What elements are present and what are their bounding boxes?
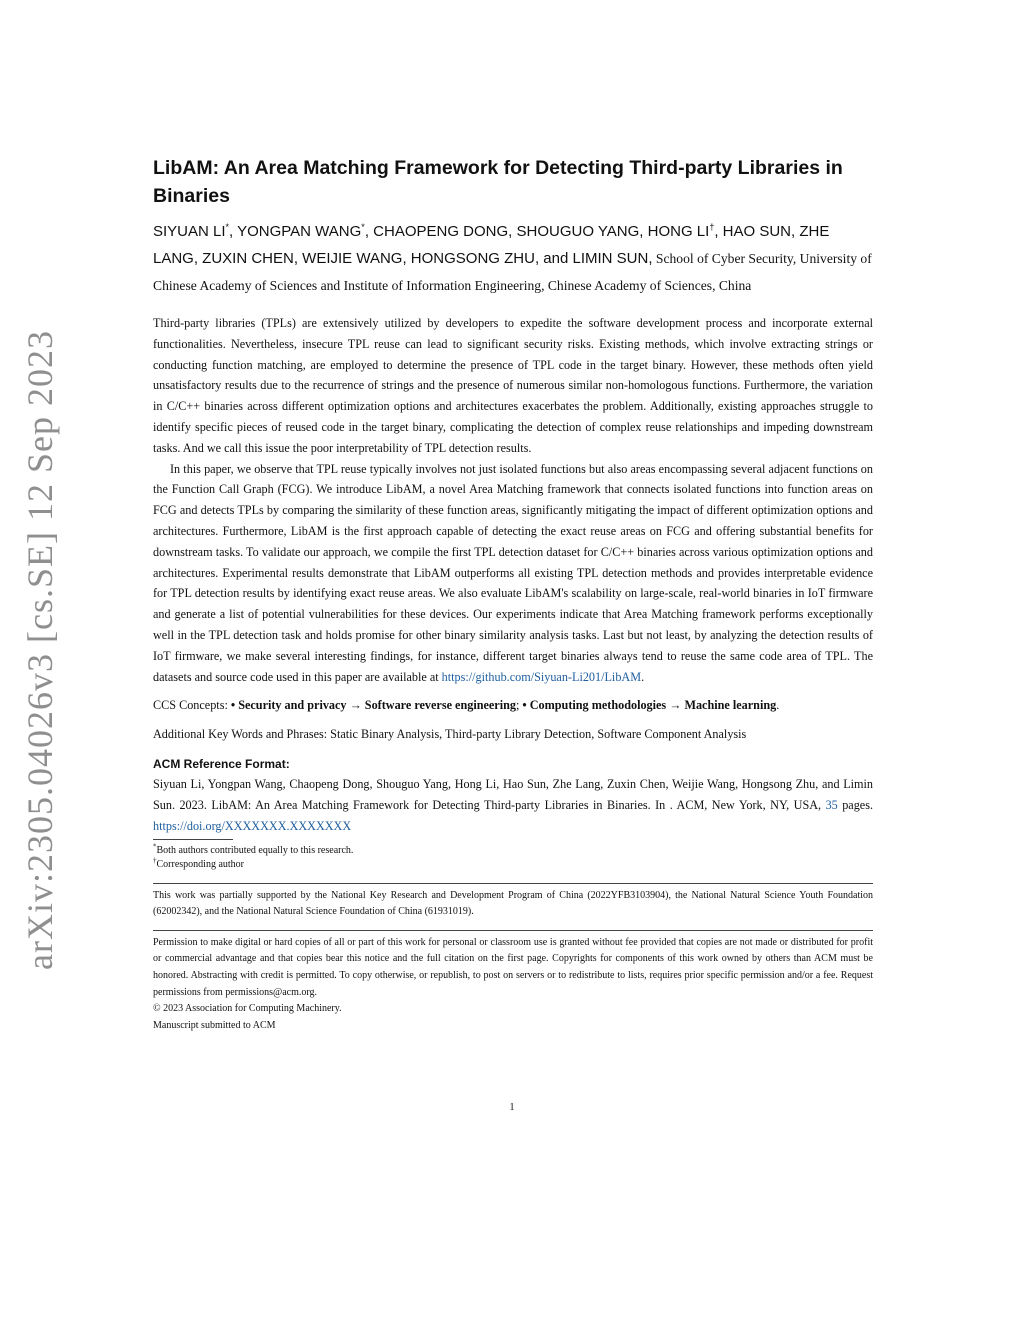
- ccs-end: .: [776, 698, 780, 713]
- footnote-text: Corresponding author: [156, 859, 244, 871]
- footnotes: [153, 844, 873, 873]
- manuscript-line: Manuscript submitted to ACM: [153, 1019, 276, 1031]
- corresponding-author-mark: †: [709, 222, 715, 232]
- abstract-paragraph-2: [153, 459, 873, 688]
- arxiv-identifier-stamp: arXiv:2305.04026v3 [cs.SE] 12 Sep 2023: [20, 330, 60, 970]
- copyright-line: © 2023 Association for Computing Machinery.: [153, 1003, 342, 1015]
- page-count-link[interactable]: 35: [825, 798, 838, 813]
- author-names-rest: , HAO SUN, ZHE LANG, ZUXIN CHEN, WEIJIE WANG, HONGSONG ZHU, and LIMIN SUN,: [153, 223, 830, 267]
- acm-reference-text: [153, 774, 873, 836]
- pages-word: pages.: [837, 798, 874, 813]
- funding-note: This work was partially supported by the National Key Research and Development Program of China (2022YFB3103904), the National Natural Science Youth Foundation (62002342), and the National Natural Science Foundation of China (61931019).: [153, 889, 873, 917]
- abstract-paragraph-2-text: In this paper, we observe that TPL reuse typically involves not just isolated functions but also areas encompassing several adjacent functions on the Function Call Graph (FCG). We introduce LibAM, a novel Area Matching framework that connects isolated functions into function areas on FCG and detects TPLs by comparing the similarity of these function areas, significantly mitigating the impact of different optimization options and architectures. Furthermore, LibAM is the first approach capable of detecting the exact reuse areas on FCG and offering substantial benefits for downstream tasks. To validate our approach, we compile the first TPL detection dataset for C/C++ binaries across various optimization options and architectures. Experimental results demonstrate that LibAM outperforms all existing TPL detection methods and provides interpretable evidence for TPL detection results by identifying exact reuse areas. We also evaluate LibAM's scalability on large-scale, real-world binaries in IoT firmware and generate a list of potential vulnerabilities for these devices. Our experiments indicate that Area Matching framework performs exceptionally well in the TPL detection task and holds promise for other binary similarity analysis tasks. Last but not least, by analyzing the detection results of IoT firmware, we make several interesting findings, for instance, different target binaries always tend to reuse the same code area of TPL. The datasets and source code used in this paper are available at: [153, 461, 873, 684]
- github-repo-link[interactable]: https://github.com/Siyuan-Li201/LibAM: [441, 669, 642, 684]
- abstract-paragraph-1: Third-party libraries (TPLs) are extensively utilized by developers to expedite the software development process and incorporate external functionalities. Nevertheless, insecure TPL reuse can lead to significant security risks. Existing methods, which involve extracting strings or conducting function matching, are employed to determine the presence of TPL code in the target binary. However, these methods often yield unsatisfactory results due to the recurrence of strings and the presence of numerous similar non-homologous functions. Furthermore, the variation in C/C++ binaries across different optimization options and architectures exacerbates the problem. Additionally, existing approaches struggle to identify specific pieces of reused code in the target binary, complicating the detection of complex reuse relationships and impeding downstream tasks. And we call this issue the poor interpretability of TPL detection results.: [153, 316, 873, 455]
- author-name: , YONGPAN WANG: [229, 223, 362, 240]
- footnote-text: Both authors contributed equally to this research.: [156, 844, 354, 856]
- author-list: [153, 218, 873, 299]
- ccs-concept-security: • Security and privacy → Software reverse engineering: [230, 698, 516, 713]
- equal-contribution-mark: *: [225, 222, 230, 232]
- additional-keywords: Additional Key Words and Phrases: Static Binary Analysis, Third-party Library Detection, Software Component Analysis: [153, 727, 747, 742]
- ccs-concepts: [153, 695, 873, 715]
- footnote-corresponding-author: [153, 858, 873, 873]
- page-number: 1: [509, 1101, 515, 1113]
- author-affiliation: School of Cyber Security, University of Chinese Academy of Sciences and Institute of Information Engineering, Chinese Academy of Sciences, China: [153, 251, 872, 293]
- permission-divider: [153, 930, 873, 931]
- paper-first-page: [153, 150, 873, 1034]
- equal-contribution-mark: *: [361, 222, 365, 232]
- footnote-mark: *: [153, 842, 157, 851]
- footnote-mark: †: [153, 856, 157, 865]
- abstract: [153, 313, 873, 687]
- ccs-label: CCS Concepts:: [153, 698, 231, 713]
- author-name: , CHAOPENG DONG, SHOUGUO YANG, HONG LI: [364, 223, 710, 240]
- acm-reference-heading: ACM Reference Format:: [153, 757, 290, 772]
- footnote-divider: [153, 839, 233, 840]
- paper-title: LibAM: An Area Matching Framework for Detecting Third-party Libraries in Binaries: [153, 157, 843, 207]
- doi-link[interactable]: https://doi.org/XXXXXXX.XXXXXXX: [153, 818, 352, 833]
- author-name: SIYUAN LI: [153, 223, 226, 240]
- acm-reference-body: Siyuan Li, Yongpan Wang, Chaopeng Dong, Shouguo Yang, Hong Li, Hao Sun, Zhe Lang, Zuxin Chen, Weijie Wang, Hongsong Zhu, and Limin Sun. 2023. LibAM: An Area Matching Framework for Detecting Third-party Libraries in Binaries. In . ACM, New York, NY, USA,: [153, 777, 873, 813]
- funding-divider: [153, 883, 873, 884]
- footnote-equal-contribution: [153, 844, 873, 859]
- ccs-concept-computing: • Computing methodologies → Machine learning: [522, 698, 777, 713]
- permission-notice: Permission to make digital or hard copies of all or part of this work for personal or classroom use is granted without fee provided that copies are not made or distributed for profit or commercial advantage and that copies bear this notice and the full citation on the first page. Copyrights for components of this work owned by others than ACM must be honored. Abstracting with credit is permitted. To copy otherwise, or republish, to post on servers or to redistribute to lists, requires prior specific permission and/or a fee. Request permissions from permissions@acm.org.: [153, 936, 873, 998]
- ccs-separator: ;: [515, 698, 523, 713]
- abstract-end-period: .: [641, 669, 645, 684]
